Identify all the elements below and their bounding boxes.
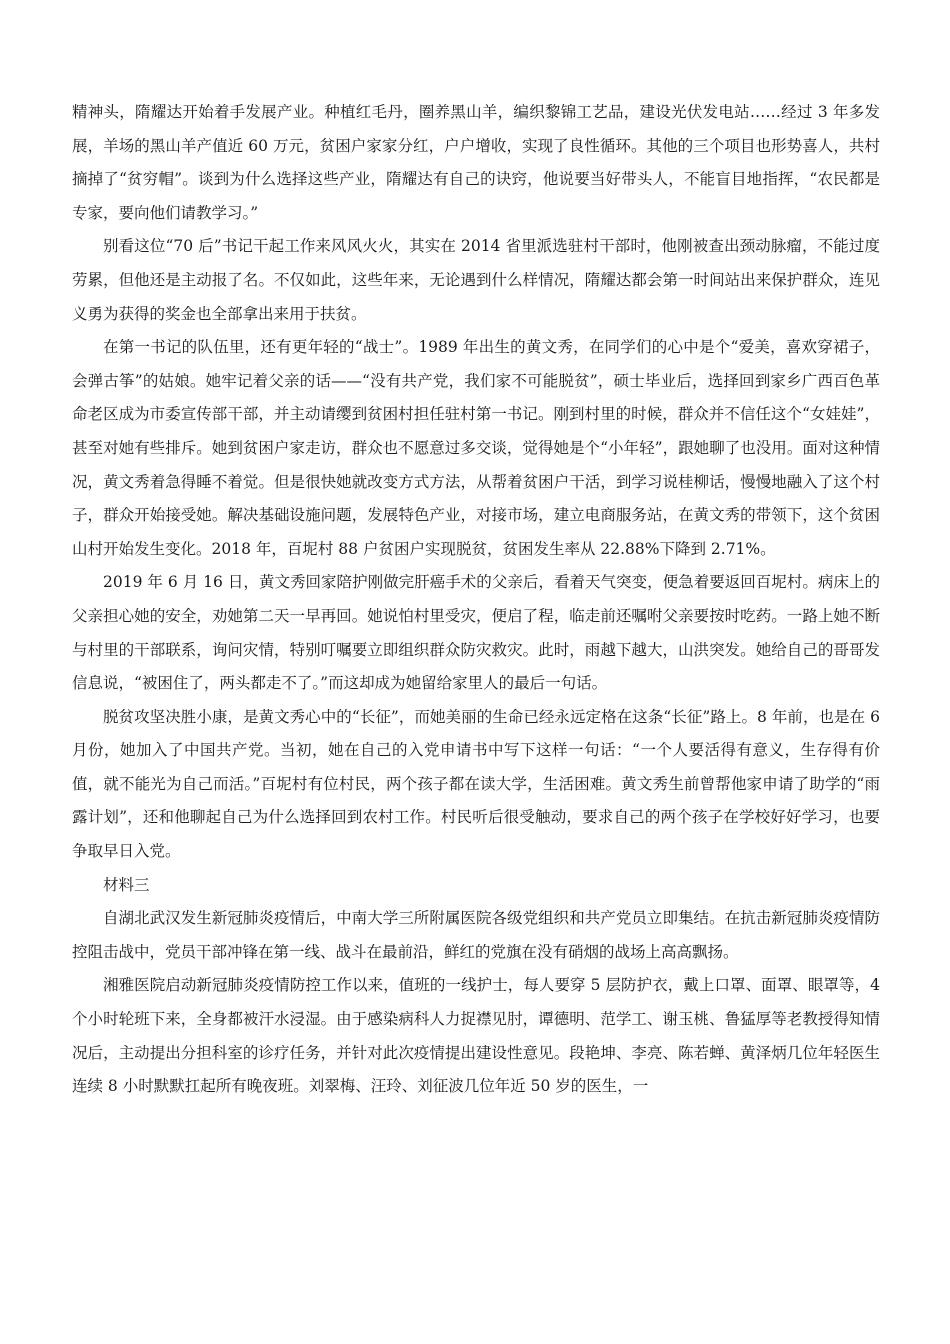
paragraph-continuation: 精神头，隋耀达开始着手发展产业。种植红毛丹，圈养黑山羊，编织黎锦工艺品，建设光伏发电站……经过 3 年多发展，羊场的黑山羊产值近 60 万元，贫困户家家分红，户户增收，实现了良性循环。其他的三个项目也形势喜人，共村摘掉了“贫穷帽”。谈到为什么选择这些产业，隋耀达有自己的诀窍，他说要当好带头人，不能盲目地指挥，“农民都是专家，要向他们请教学习。”: [72, 103, 880, 222]
document-page: [72, 96, 880, 1104]
paragraph: 湘雅医院启动新冠肺炎疫情防控工作以来，值班的一线护士，每人要穿 5 层防护衣，戴上口罩、面罩、眼罩等，4 个小时轮班下来，全身都被汗水浸湿。由于感染病科人力捉襟见肘，谭德明、范学工、谢玉桃、鲁猛厚等老教授得知情况后，主动提出分担科室的诊疗任务，并针对此次疫情提出建设性意见。段艳坤、李亮、陈若蝉、黄泽炳几位年轻医生连续 8 小时默默扛起所有晚夜班。刘翠梅、汪玲、刘征波几位年近 50 岁的医生，一: [72, 976, 880, 1096]
section-heading: 材料三: [103, 875, 150, 894]
paragraph: 2019 年 6 月 16 日，黄文秀回家陪护刚做完肝癌手术的父亲后，看着天气突变，便急着要返回百坭村。病床上的父亲担心她的安全，劝她第二天一早再回。她说怕村里受灾，便启了程，临走前还嘱咐父亲要按时吃药。一路上她不断与村里的干部联系，询问灾情，特别叮嘱要立即组织群众防灾救灾。此时，雨越下越大，山洪突发。她给自己的哥哥发信息说，“被困住了，两头都走不了。”而这却成为她留给家里人的最后一句话。: [72, 573, 880, 693]
paragraph: 自湖北武汉发生新冠肺炎疫情后，中南大学三所附属医院各级党组织和共产党员立即集结。在抗击新冠肺炎疫情防控阻击战中，党员干部冲锋在第一线、战斗在最前沿，鲜红的党旗在没有硝烟的战场上高高飘扬。: [72, 909, 880, 961]
paragraph: 别看这位“70 后”书记干起工作来风风火火，其实在 2014 省里派选驻村干部时，他刚被查出颈动脉瘤，不能过度劳累，但他还是主动报了名。不仅如此，这些年来，无论遇到什么样情况，隋耀达都会第一时间站出来保护群众，连见义勇为获得的奖金也全部拿出来用于扶贫。: [72, 237, 880, 323]
paragraph: 脱贫攻坚决胜小康，是黄文秀心中的“长征”，而她美丽的生命已经永远定格在这条“长征”路上。8 年前，也是在 6 月份，她加入了中国共产党。当初，她在自己的入党申请书中写下这样一句话：“一个人要活得有意义，生存得有价值，就不能光为自己而活。”百坭村有位村民，两个孩子都在读大学，生活困难。黄文秀生前曾帮他家申请了助学的“雨露计划”，还和他聊起自己为什么选择回到农村工作。村民听后很受触动，要求自己的两个孩子在学校好好学习，也要争取早日入党。: [72, 707, 880, 861]
paragraph: 在第一书记的队伍里，还有更年轻的“战士”。1989 年出生的黄文秀，在同学们的心中是个“爱美，喜欢穿裙子，会弹古筝”的姑娘。她牢记着父亲的话——“没有共产党，我们家不可能脱贫”，硕士毕业后，选择回到家乡广西百色革命老区成为市委宣传部干部，并主动请缨到贫困村担任驻村第一书记。刚到村里的时候，群众并不信任这个“女娃娃”，甚至对她有些排斥。她到贫困户家走访，群众也不愿意过多交谈，觉得她是个“小年轻”，跟她聊了也没用。面对这种情况，黄文秀着急得睡不着觉。但是很快她就改变方式方法，从帮着贫困户干活，到学习说桂柳话，慢慢地融入了这个村子，群众开始接受她。解决基础设施问题，发展特色产业，对接市场，建立电商服务站，在黄文秀的带领下，这个贫困山村开始发生变化。2018 年，百坭村 88 户贫困户实现脱贫，贫困发生率从 22.88%下降到 2.71%。: [72, 338, 880, 558]
